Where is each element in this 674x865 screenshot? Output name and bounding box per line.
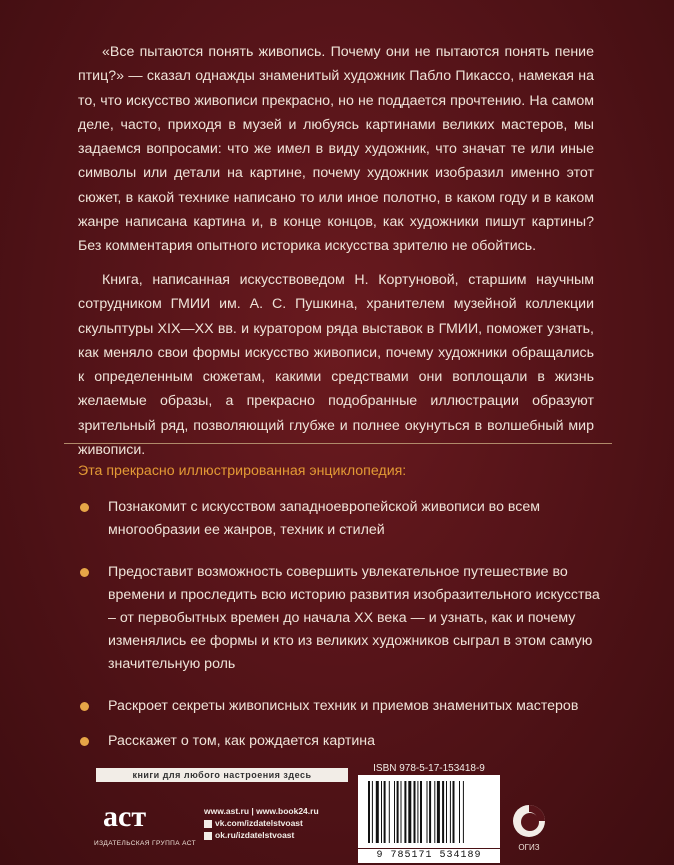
- bullet-dot-icon: [80, 503, 89, 512]
- barcode-number: 9 785171 534189: [358, 849, 500, 863]
- ok-icon: [204, 832, 212, 840]
- feature-list: [70, 496, 610, 753]
- section-divider: [64, 443, 612, 444]
- website-link[interactable]: www.ast.ru | www.book24.ru: [204, 806, 319, 816]
- publisher-links: [204, 805, 319, 841]
- intro-paragraph: «Все пытаются понять живопись. Почему они не пытаются понять пение птиц?» — сказал однажды знаменитый художник Пабло Пикассо, намекая на то, что искусство живописи прекрасно, но не поддается прочтению. На самом деле, часто, приходя в музей и любуясь картинами великих мастеров, мы задаемся вопросами: что же имел в виду художник, что значат те или иные символы или детали на картине, почему художник изобразил именно этот сюжет, в какой технике написано то или иное полотно, в каком году и в каком жанре написана картина и, в конце концов, как художники пишут картины? Без комментария опытного историка искусства зрителю не обойтись.: [78, 44, 594, 255]
- ogiz-logo-icon: [511, 803, 547, 839]
- list-item: [70, 561, 610, 676]
- author-paragraph: Книга, написанная искусствоведом Н. Кортуновой, старшим научным сотрудником ГМИИ им. А. С. Пушкина, хранителем музейной коллекции скульптуры XIX—XX вв. и куратором ряда выставок в ГМИИ, поможет узнать, как меняло свои формы искусство живописи, почему художники обращались к определенным сюжетам, какими средствами они воплощали в жизнь желаемые образы, а прекрасно подобранные иллюстрации образуют зрительный ряд, позволяющий глубже и полнее окунуться в волшебный мир живописи.: [78, 272, 594, 459]
- vk-link-text: vk.com/izdatelstvoast: [215, 818, 303, 828]
- vk-link[interactable]: [204, 817, 319, 829]
- bullet-dot-icon: [80, 702, 89, 711]
- bullet-dot-icon: [80, 737, 89, 746]
- list-item: [70, 496, 610, 542]
- publisher-caption: ИЗДАТЕЛЬСКАЯ ГРУППА АСТ: [94, 840, 197, 847]
- list-item: [70, 730, 610, 753]
- vk-icon: [204, 820, 212, 828]
- list-item-text: Раскроет секреты живописных техник и приемов знаменитых мастеров: [108, 698, 579, 714]
- bullet-dot-icon: [80, 568, 89, 577]
- list-item: [70, 695, 610, 718]
- ast-logo: аст: [103, 800, 147, 833]
- imprint-caption: ОГИЗ: [518, 843, 540, 852]
- isbn-label: ISBN 978-5-17-153418-9: [373, 763, 485, 774]
- encyclopedia-heading: Эта прекрасно иллюстрированная энциклопедия:: [78, 463, 407, 479]
- barcode: [358, 775, 500, 848]
- ok-link[interactable]: [204, 829, 319, 841]
- list-item-text: Предоставит возможность совершить увлекательное путешествие во времени и проследить всю историю развития изобразительного искусства – от первобытных времен до начала XX века — и узнать, как и почему изменялись ее формы и кто из великих художников сыграл в этом самую значительную роль: [108, 564, 600, 672]
- list-item-text: Расскажет о том, как рождается картина: [108, 733, 375, 749]
- ok-link-text: ok.ru/izdatelstvoast: [215, 830, 295, 840]
- tagline-banner: книги для любого настроения здесь: [96, 768, 348, 782]
- list-item-text: Познакомит с искусством западноевропейской живописи во всем многообразии ее жанров, техник и стилей: [108, 499, 541, 538]
- barcode-icon: [366, 779, 492, 845]
